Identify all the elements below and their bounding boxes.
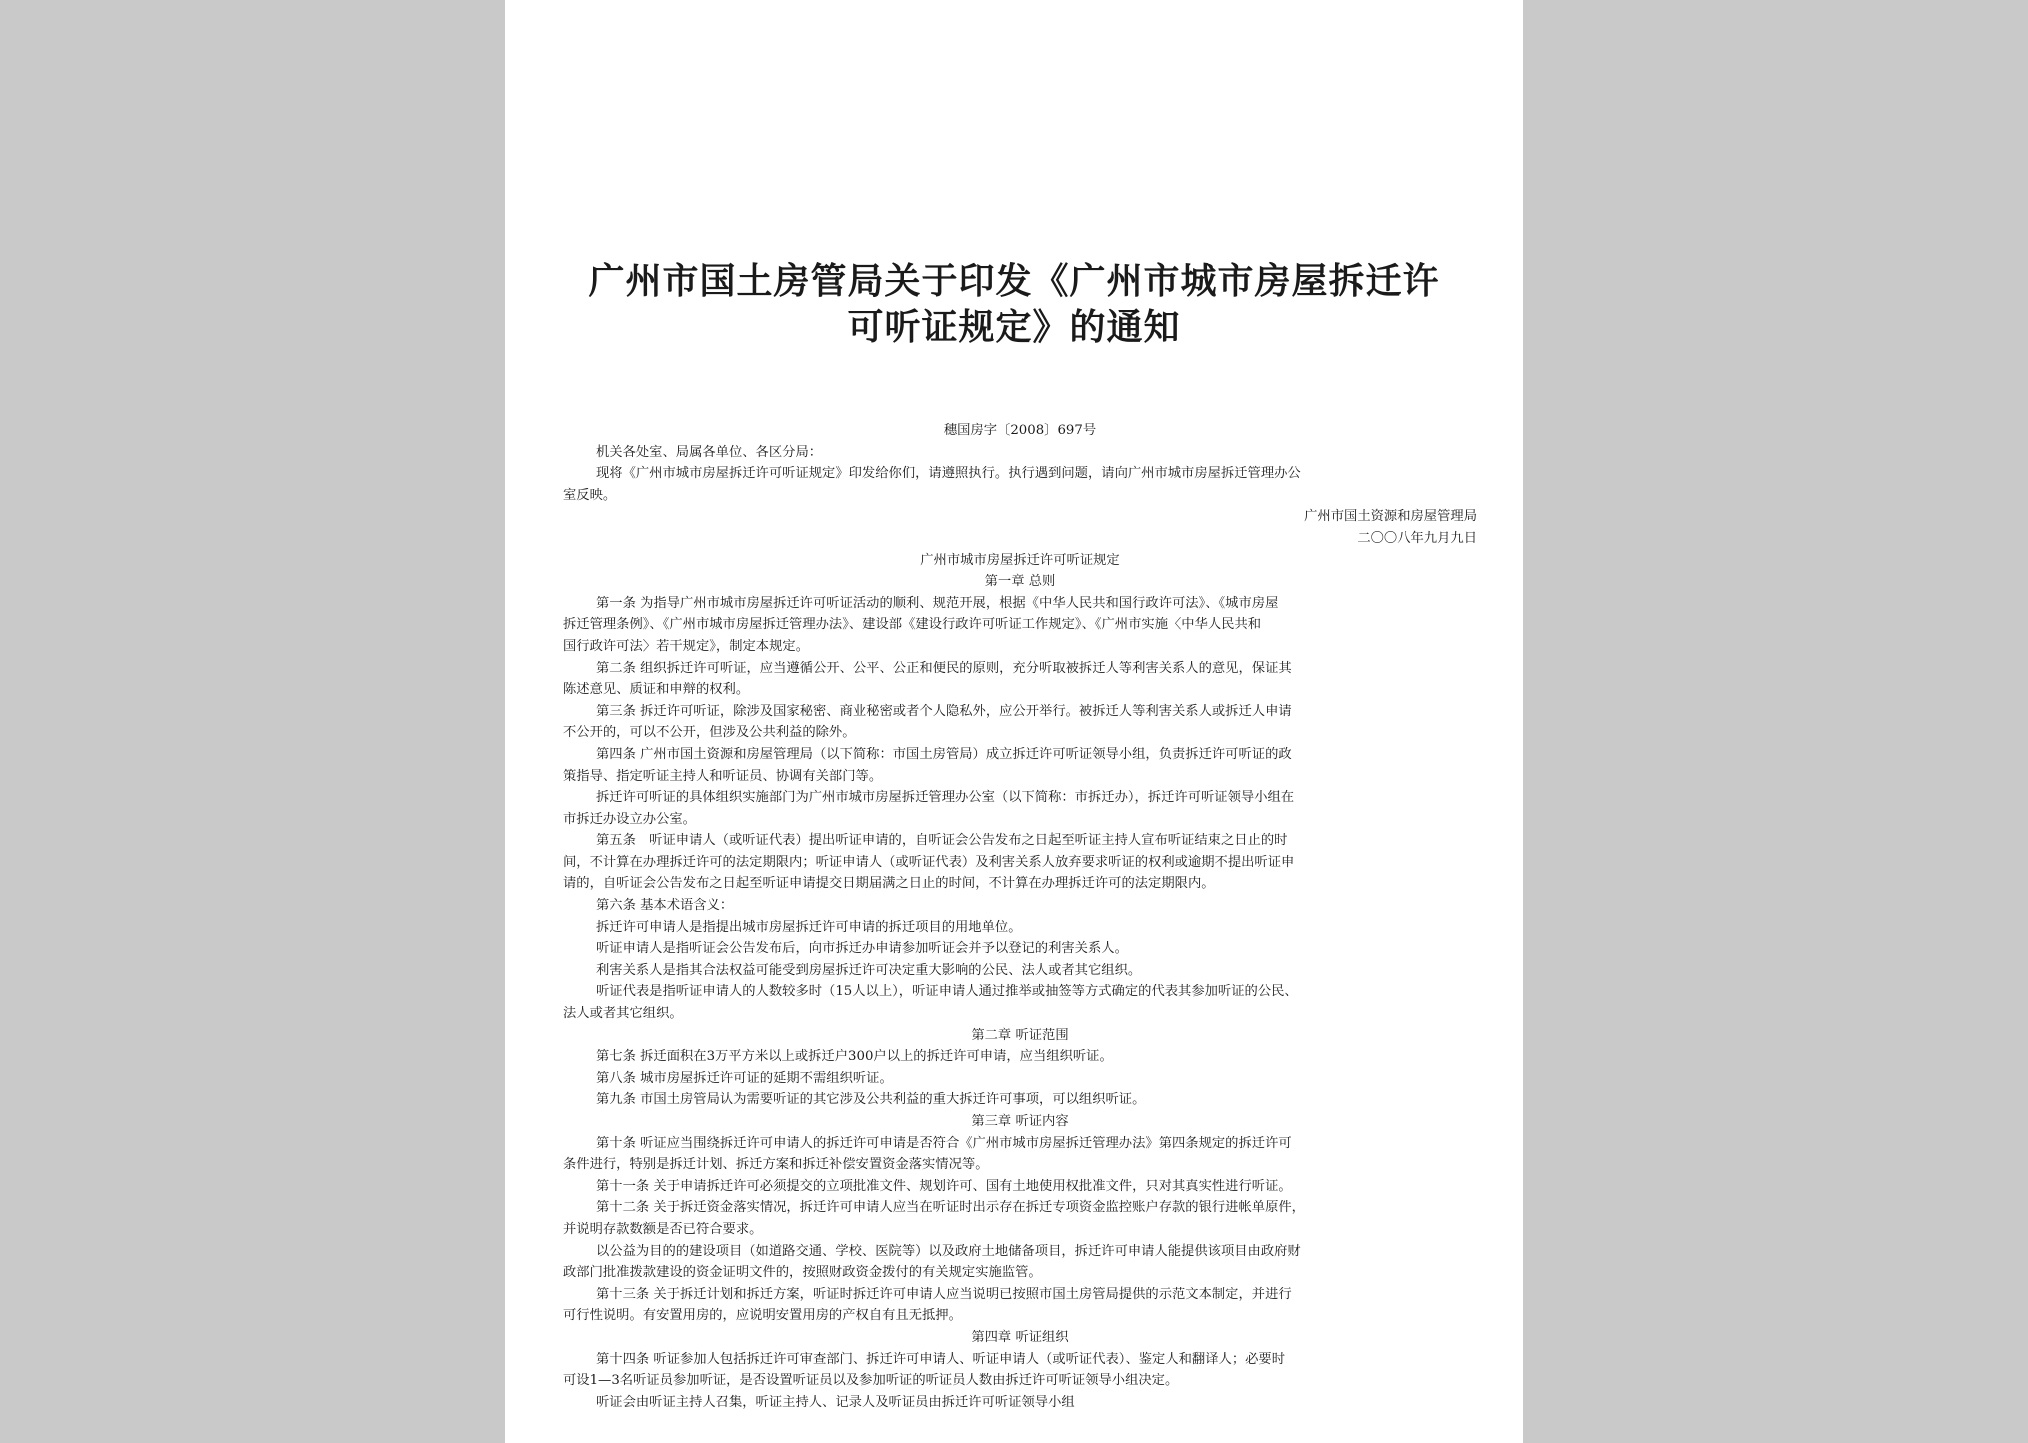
- addressee: 机关各处室、局属各单位、各区分局：: [596, 444, 823, 460]
- article-line: 可设1—3名听证员参加听证，是否设置听证员以及参加听证的听证员人数由拆迁许可听证领导小组决定。: [563, 1373, 1179, 1389]
- article-line: 第二条 组织拆迁许可听证，应当遵循公开、公平、公正和便民的原则，充分听取被拆迁人等利害关系人的意见，保证其: [596, 660, 1292, 676]
- article-line: 第五条 听证申请人（或听证代表）提出听证申请的，自听证会公告发布之日起至听证主持人宣布听证结束之日止的时: [596, 833, 1288, 849]
- document-number: 穗国房字〔2008〕697号: [943, 423, 1097, 438]
- chapter-heading: 第一章 总则: [984, 574, 1056, 590]
- article-line: 条件进行，特别是拆迁计划、拆迁方案和拆迁补偿安置资金落实情况等。: [563, 1157, 989, 1173]
- article-line: 不公开的，可以不公开，但涉及公共利益的除外。: [563, 725, 856, 741]
- article-line: 并说明存款数额是否已符合要求。: [563, 1221, 763, 1237]
- article-line: 第十一条 关于申请拆迁许可必须提交的立项批准文件、规划许可、国有土地使用权批准文件，只对其真实性进行听证。: [596, 1178, 1292, 1194]
- chapter-heading: 第二章 听证范围: [971, 1027, 1069, 1043]
- article-line: 第三条 拆迁许可听证，除涉及国家秘密、商业秘密或者个人隐私外，应公开举行。被拆迁人等利害关系人或拆迁人申请: [596, 703, 1292, 719]
- article-line: 第六条 基本术语含义：: [596, 898, 734, 914]
- signature-date: 二〇〇八年九月九日: [1357, 530, 1477, 546]
- article-line: 市拆迁办设立办公室。: [563, 811, 696, 827]
- article-line: 请的，自听证会公告发布之日起至听证申请提交日期届满之日止的时间，不计算在办理拆迁许可的法定期限内。: [563, 876, 1215, 892]
- document-body: [563, 420, 1477, 1413]
- article-line: 可行性说明。有安置用房的，应说明安置用房的产权自有且无抵押。: [563, 1308, 962, 1324]
- signature-org: 广州市国土资源和房屋管理局: [1304, 509, 1477, 525]
- rules-title: 广州市城市房屋拆迁许可听证规定: [920, 552, 1120, 568]
- article-line: 听证申请人是指听证会公告发布后，向市拆迁办申请参加听证会并予以登记的利害关系人。: [596, 941, 1128, 957]
- intro-line: 室反映。: [563, 487, 617, 503]
- title-line-2: 可听证规定》的通知: [847, 306, 1181, 348]
- article-line: 听证代表是指听证申请人的人数较多时（15人以上），听证申请人通过推举或抽签等方式确定的代表其参加听证的公民、: [596, 984, 1298, 1000]
- article-line: 利害关系人是指其合法权益可能受到房屋拆迁许可决定重大影响的公民、法人或者其它组织。: [596, 962, 1142, 978]
- article-line: 第十三条 关于拆迁计划和拆迁方案，听证时拆迁许可申请人应当说明已按照市国土房管局提供的示范文本制定，并进行: [596, 1286, 1292, 1302]
- article-line: 拆迁许可听证的具体组织实施部门为广州市城市房屋拆迁管理办公室（以下简称：市拆迁办），拆迁许可听证领导小组在: [596, 790, 1295, 806]
- article-line: 第十二条 关于拆迁资金落实情况，拆迁许可申请人应当在听证时出示存在拆迁专项资金监控账户存款的银行进帐单原件，: [596, 1200, 1305, 1216]
- article-line: 第四条 广州市国土资源和房屋管理局（以下简称：市国土房管局）成立拆迁许可听证领导小组，负责拆迁许可听证的政: [596, 746, 1292, 762]
- title-line-1: 广州市国土房管局关于印发《广州市城市房屋拆迁许: [588, 260, 1440, 302]
- article-line: 法人或者其它组织。: [563, 1006, 683, 1022]
- article-line: 间，不计算在办理拆迁许可的法定期限内；听证申请人（或听证代表）及利害关系人放弃要求听证的权利或逾期不提出听证申: [563, 854, 1295, 870]
- article-line: 第九条 市国土房管局认为需要听证的其它涉及公共利益的重大拆迁许可事项，可以组织听证。: [596, 1092, 1146, 1108]
- article-line: 听证会由听证主持人召集，听证主持人、记录人及听证员由拆迁许可听证领导小组: [596, 1394, 1075, 1410]
- article-line: 以公益为目的的建设项目（如道路交通、学校、医院等）以及政府土地储备项目，拆迁许可申请人能提供该项目由政府财: [596, 1243, 1301, 1259]
- intro-line: 现将《广州市城市房屋拆迁许可听证规定》印发给你们，请遵照执行。执行遇到问题，请向广州市城市房屋拆迁管理办公: [596, 466, 1301, 482]
- article-line: 陈述意见、质证和申辩的权利。: [563, 682, 750, 698]
- chapter-heading: 第三章 听证内容: [971, 1114, 1069, 1129]
- page-title: [505, 258, 1523, 350]
- article-line: 拆迁许可申请人是指提出城市房屋拆迁许可申请的拆迁项目的用地单位。: [596, 919, 1022, 935]
- chapter-heading: 第四章 听证组织: [971, 1329, 1069, 1345]
- article-line: 策指导、指定听证主持人和听证员、协调有关部门等。: [563, 768, 883, 784]
- article-line: 第十四条 听证参加人包括拆迁许可审查部门、拆迁许可申请人、听证申请人（或听证代表）、鉴定人和翻译人；必要时: [596, 1351, 1286, 1367]
- article-line: 第十条 听证应当围绕拆迁许可申请人的拆迁许可申请是否符合《广州市城市房屋拆迁管理办法》第四条规定的拆迁许可: [596, 1135, 1292, 1151]
- article-line: 政部门批准拨款建设的资金证明文件的，按照财政资金拨付的有关规定实施监管。: [563, 1265, 1042, 1281]
- article-line: 国行政许可法〉若干规定》，制定本规定。: [563, 638, 809, 654]
- article-line: 拆迁管理条例》、《广州市城市房屋拆迁管理办法》、建设部《建设行政许可听证工作规定》、《广州市实施〈中华人民共和: [563, 617, 1262, 633]
- article-line: 第七条 拆迁面积在3万平方米以上或拆迁户300户以上的拆迁许可申请，应当组织听证。: [596, 1049, 1113, 1065]
- document-page: [505, 0, 1523, 1443]
- article-line: 第八条 城市房屋拆迁许可证的延期不需组织听证。: [596, 1070, 893, 1086]
- article-line: 第一条 为指导广州市城市房屋拆迁许可听证活动的顺利、规范开展，根据《中华人民共和国行政许可法》、《城市房屋: [596, 595, 1279, 611]
